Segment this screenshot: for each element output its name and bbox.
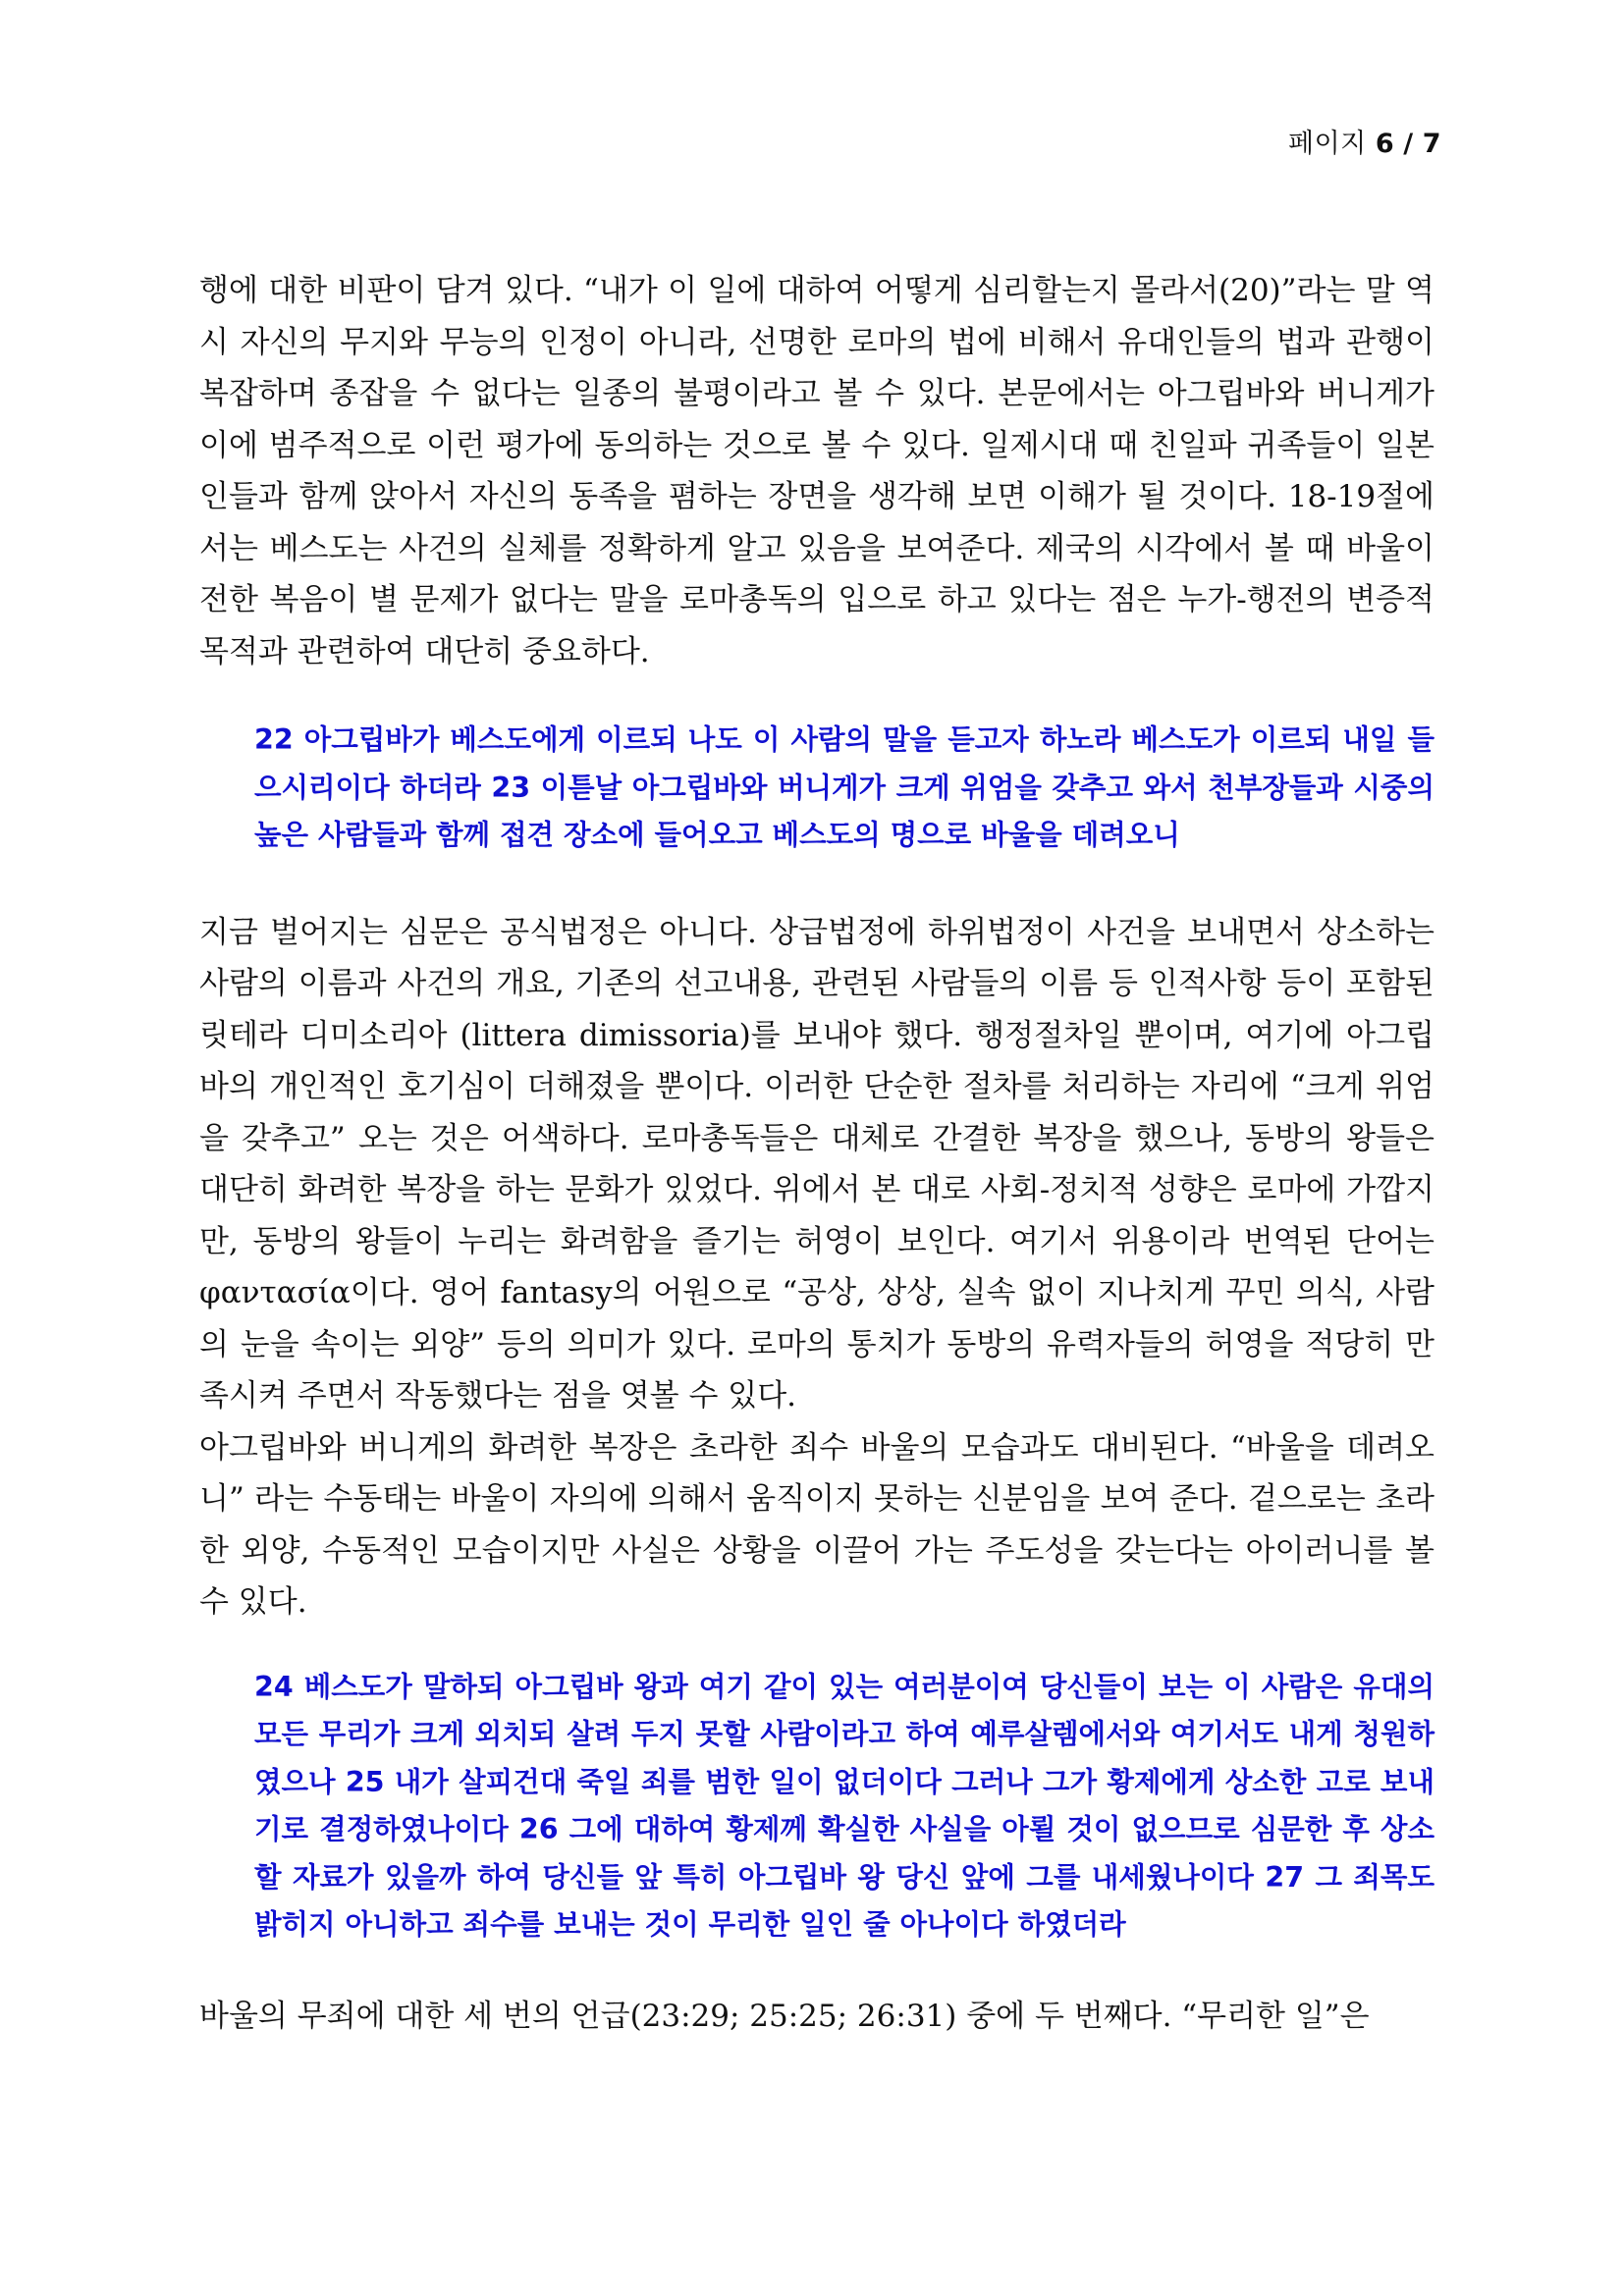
page-number — [1288, 122, 1441, 160]
total-pages-number: 7 — [1422, 129, 1441, 159]
scripture-quote: 24 베스도가 말하되 아그립바 왕과 여기 같이 있는 여러분이여 당신들이 보는 이 사람은 유대의 모든 무리가 크게 외치되 살려 두지 못할 사람이라고 하여 예루살렘에서와 여기서도 내게 청원하였으나 25 내가 살피건대 죽일 죄를 범한 일이 없더이다 그러나 그가 황제에게 상소한 고로 보내기로 결정하였나이다 26 그에 대하여 황제께 확실한 사실을 아뢸 것이 없으므로 심문한 후 상소할 자료가 있을까 하여 당신들 앞 특히 아그립바 왕 당신 앞에 그를 내세웠나이다 27 그 죄목도 밝히지 아니하고 죄수를 보내는 것이 무리한 일인 줄 아나이다 하였더라 — [254, 1670, 1435, 1941]
scripture-quote: 22 아그립바가 베스도에게 이르되 나도 이 사람의 말을 듣고자 하노라 베스도가 이르되 내일 들으시리이다 하더라 23 이튿날 아그립바와 버니게가 크게 위엄을 갖추고 와서 천부장들과 시중의 높은 사람들과 함께 접견 장소에 들어오고 베스도의 명으로 바울을 데려오니 — [254, 723, 1435, 851]
document-body — [199, 265, 1435, 2042]
page-label: 페이지 — [1288, 129, 1367, 159]
commentary-paragraph: 행에 대한 비판이 담겨 있다. “내가 이 일에 대하여 어떻게 심리할는지 몰라서(20)”라는 말 역시 자신의 무지와 무능의 인정이 아니라, 선명한 로마의 법에 비해서 유대인들의 법과 관행이 복잡하며 종잡을 수 없다는 일종의 불평이라고 볼 수 있다. 본문에서는 아그립바와 버니게가 이에 범주적으로 이런 평가에 동의하는 것으로 볼 수 있다. 일제시대 때 친일파 귀족들이 일본인들과 함께 앉아서 자신의 동족을 폄하는 장면을 생각해 보면 이해가 될 것이다. 18-19절에서는 베스도는 사건의 실체를 정확하게 알고 있음을 보여준다. 제국의 시각에서 볼 때 바울이 전한 복음이 별 문제가 없다는 말을 로마총독의 입으로 하고 있다는 점은 누가-행전의 변증적 목적과 관련하여 대단히 중요하다. — [199, 273, 1435, 669]
page-separator: / — [1403, 129, 1414, 159]
commentary-paragraph: 아그립바와 버니게의 화려한 복장은 초라한 죄수 바울의 모습과도 대비된다. “바울을 데려오니” 라는 수동태는 바울이 자의에 의해서 움직이지 못하는 신분임을 보여 준다. 겉으로는 초라한 외양, 수동적인 모습이지만 사실은 상황을 이끌어 가는 주도성을 갖는다는 아이러니를 볼 수 있다. — [199, 1429, 1435, 1620]
commentary-paragraph: 지금 벌어지는 심문은 공식법정은 아니다. 상급법정에 하위법정이 사건을 보내면서 상소하는 사람의 이름과 사건의 개요, 기존의 선고내용, 관련된 사람들의 이름 등 인적사항 등이 포함된 릿테라 디미소리아 (littera dimissoria)를 보내야 했다. 행정절차일 뿐이며, 여기에 아그립바의 개인적인 호기심이 더해졌을 뿐이다. 이러한 단순한 절차를 처리하는 자리에 “크게 위엄을 갖추고” 오는 것은 어색하다. 로마총독들은 대체로 간결한 복장을 했으나, 동방의 왕들은 대단히 화려한 복장을 하는 문화가 있었다. 위에서 본 대로 사회-정치적 성향은 로마에 가깝지만, 동방의 왕들이 누리는 화려함을 즐기는 허영이 보인다. 여기서 위용이라 번역된 단어는 φαντασία이다. 영어 fantasy의 어원으로 “공상, 상상, 실속 없이 지나치게 꾸민 의식, 사람의 눈을 속이는 외양” 등의 의미가 있다. 로마의 통치가 동방의 유력자들의 허영을 적당히 만족시켜 주면서 작동했다는 점을 엿볼 수 있다. — [199, 914, 1435, 1414]
commentary-paragraph: 바울의 무죄에 대한 세 번의 언급(23:29; 25:25; 26:31) 중에 두 번째다. “무리한 일”은 — [199, 1998, 1370, 2034]
current-page-number: 6 — [1375, 129, 1395, 159]
